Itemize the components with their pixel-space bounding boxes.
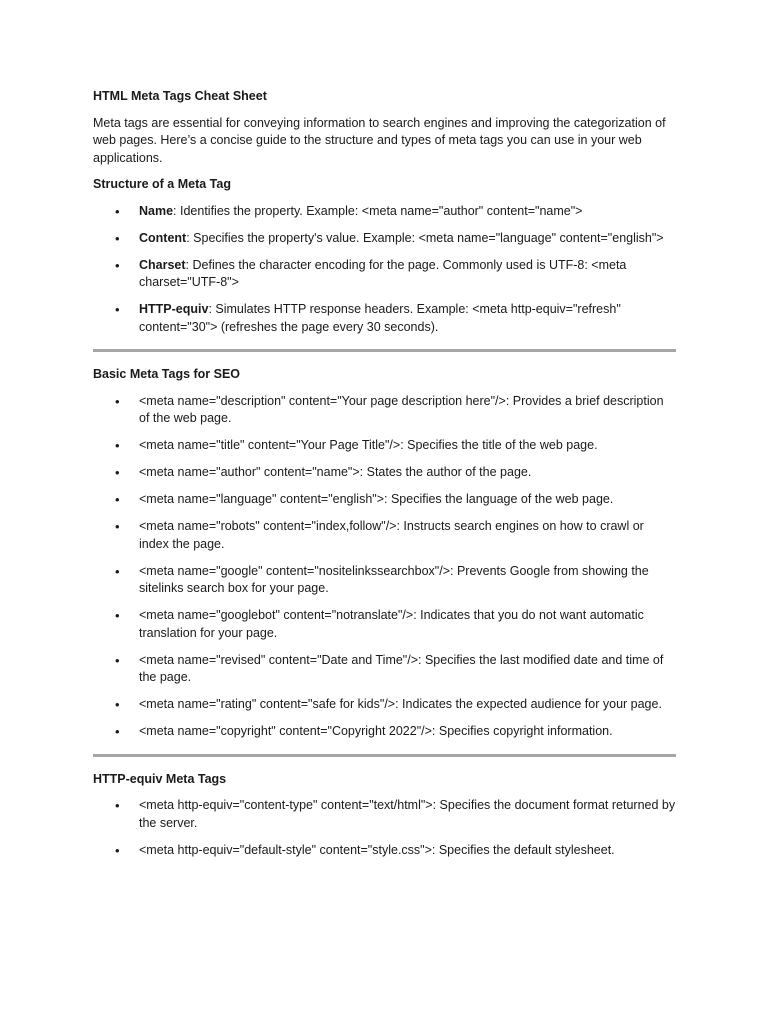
section-divider bbox=[93, 349, 676, 352]
description: : Simulates HTTP response headers. Example: <meta http-equiv="refresh" content="30"> (refreshes the page every 30 seconds). bbox=[139, 302, 621, 334]
page-title: HTML Meta Tags Cheat Sheet bbox=[93, 89, 267, 103]
list-item: • <meta name="robots" content="index,follow"/>: Instructs search engines on how to crawl or index the page. bbox=[93, 518, 676, 553]
http-equiv-list bbox=[93, 797, 676, 859]
seo-list bbox=[93, 393, 676, 741]
description: : Defines the character encoding for the page. Commonly used is UTF-8: <meta charset="UTF-8"> bbox=[139, 257, 627, 289]
description: : Identifies the property. Example: <meta name="author" content="name"> bbox=[173, 203, 583, 218]
list-item: • <meta name="rating" content="safe for kids"/>: Indicates the expected audience for your page. bbox=[93, 696, 676, 714]
section-heading-structure: Structure of a Meta Tag bbox=[93, 177, 231, 191]
list-item: • <meta name="author" content="name">: States the author of the page. bbox=[93, 464, 676, 482]
list-item: • <meta name="description" content="Your page description here"/>: Provides a brief description of the web page. bbox=[93, 393, 676, 428]
list-item: • <meta name="title" content="Your Page Title"/>: Specifies the title of the web page. bbox=[93, 437, 676, 455]
list-item: • <meta http-equiv="default-style" content="style.css">: Specifies the default stylesheet. bbox=[93, 842, 676, 860]
section-divider bbox=[93, 754, 676, 757]
term: Charset bbox=[139, 257, 186, 272]
section-heading-seo: Basic Meta Tags for SEO bbox=[93, 367, 241, 381]
document-content bbox=[93, 88, 676, 869]
section-heading-http-equiv: HTTP-equiv Meta Tags bbox=[93, 771, 227, 786]
list-item: • <meta name="revised" content="Date and Time"/>: Specifies the last modified date and time of the page. bbox=[93, 652, 676, 687]
list-item: • <meta name="copyright" content="Copyright 2022"/>: Specifies copyright information. bbox=[93, 723, 676, 741]
term: HTTP-equiv bbox=[139, 302, 209, 316]
list-item bbox=[93, 230, 676, 248]
list-item: • <meta name="googlebot" content="notranslate"/>: Indicates that you do not want automatic translation for your page. bbox=[93, 607, 676, 642]
list-item: • <meta http-equiv="content-type" content="text/html">: Specifies the document format returned by the server. bbox=[93, 797, 676, 832]
list-item: • <meta name="google" content="nositelinkssearchbox"/>: Prevents Google from showing the sitelinks search box for your page. bbox=[93, 563, 676, 598]
list-item: • <meta name="language" content="english">: Specifies the language of the web page. bbox=[93, 491, 676, 509]
intro-paragraph: Meta tags are essential for conveying information to search engines and improving the categorization of web pages. Here’s a concise guide to the structure and types of meta tags you can use in your web applications. bbox=[93, 115, 666, 165]
list-item bbox=[93, 257, 676, 292]
term: Content bbox=[139, 230, 187, 245]
term: Name bbox=[139, 203, 174, 218]
list-item bbox=[93, 203, 676, 221]
list-item bbox=[93, 301, 676, 336]
structure-list bbox=[93, 203, 676, 337]
description: : Specifies the property's value. Example: <meta name="language" content="english"> bbox=[186, 230, 664, 245]
